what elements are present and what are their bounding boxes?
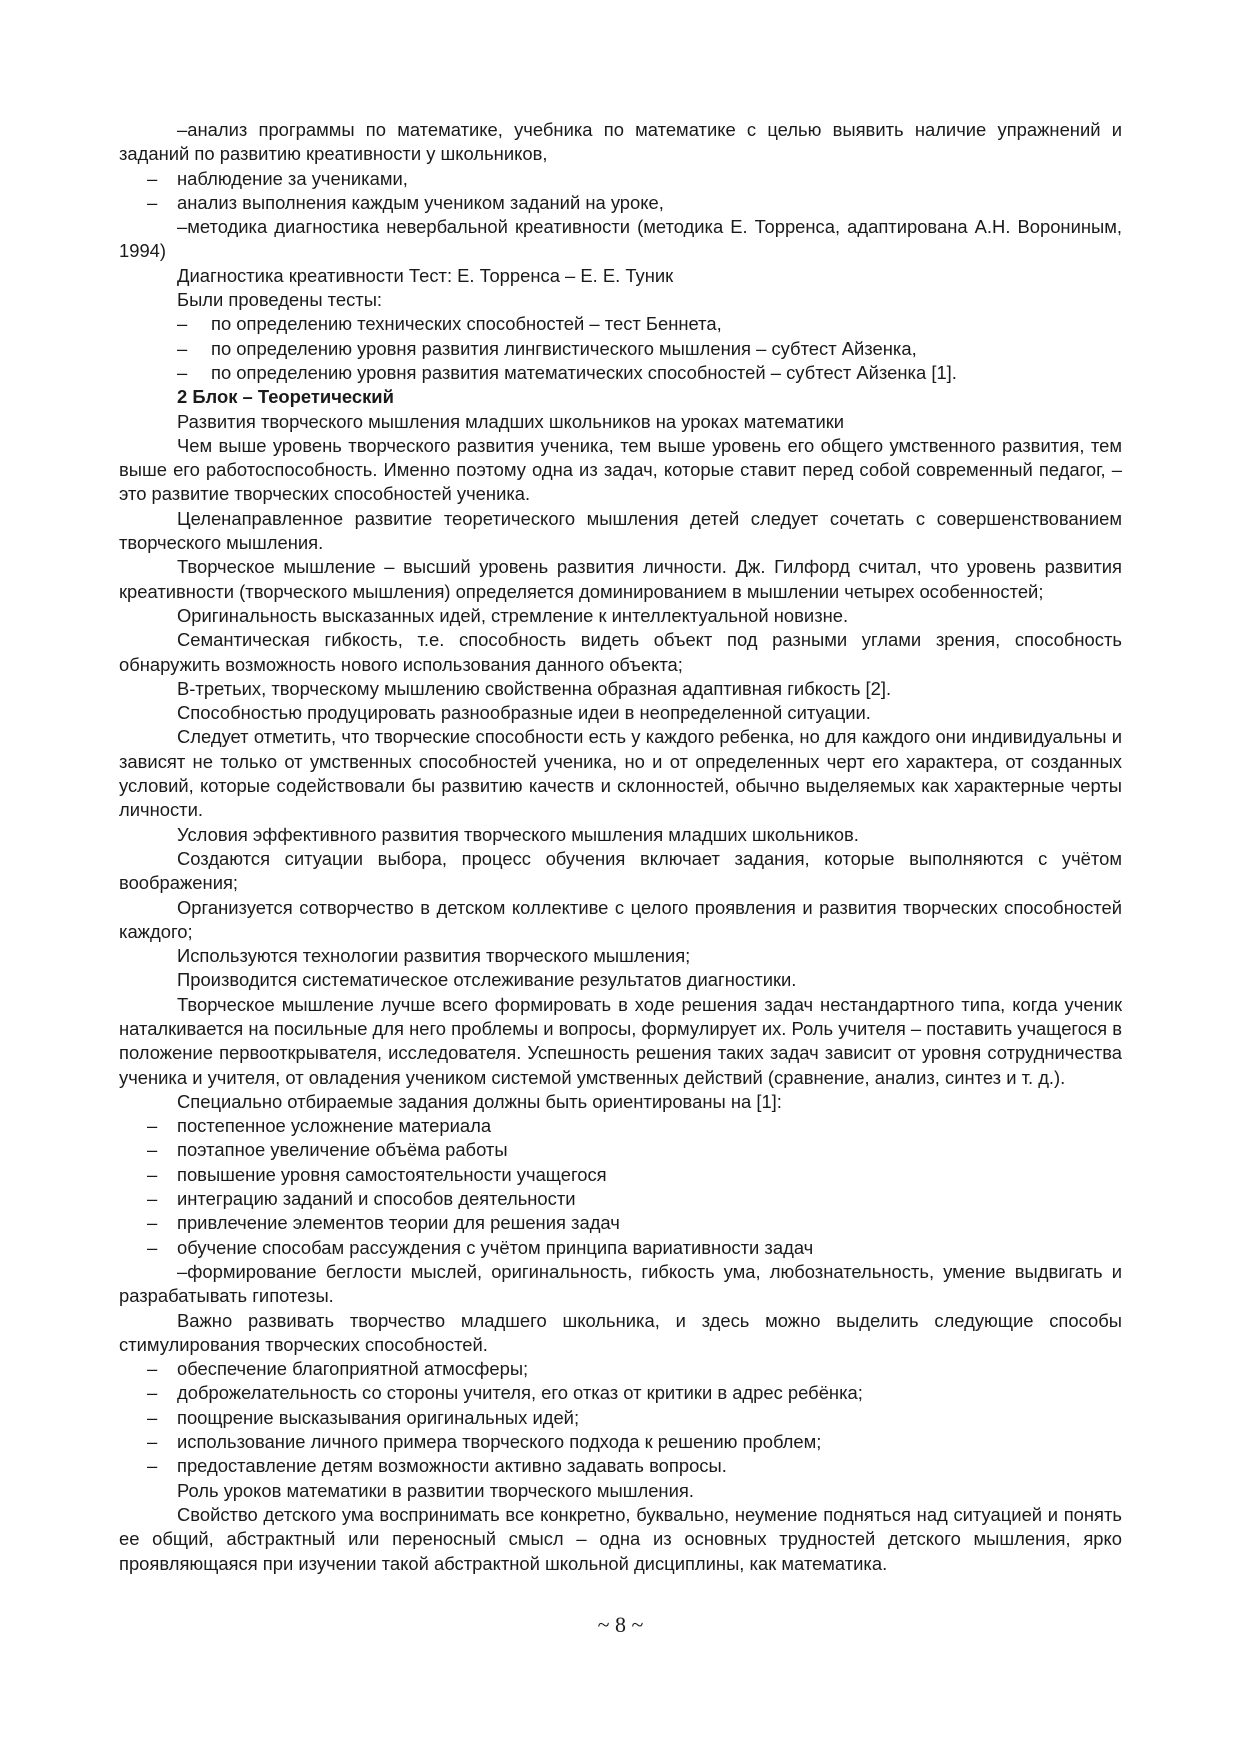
list-item (119, 1187, 1122, 1211)
paragraph-text: формирование беглости мыслей, оригинальность, гибкость ума, любознательность, умение выдвигать и разрабатывать гипотезы. (119, 1260, 1122, 1307)
paragraph-text: доброжелательность со стороны учителя, его отказ от критики в адрес ребёнка; (177, 1382, 863, 1404)
paragraph (119, 288, 1122, 312)
paragraph (119, 628, 1122, 677)
paragraph (119, 1090, 1122, 1114)
paragraph-text: Организуется сотворчество в детском коллективе с целого проявления и развития творческих способностей каждого; (119, 896, 1122, 942)
paragraph-text: 2 Блок – Теоретический (177, 386, 394, 408)
paragraph-text: Роль уроков математики в развитии творческого мышления. (177, 1479, 694, 1501)
paragraph-text: повышение уровня самостоятельности учащегося (177, 1163, 607, 1185)
dash-marker: – (147, 1188, 158, 1210)
paragraph-text: поэтапное увеличение объёма работы (177, 1139, 508, 1161)
dash-marker: – (147, 1139, 158, 1161)
paragraph-text: привлечение элементов теории для решения задач (177, 1212, 620, 1234)
page-body (119, 118, 1122, 1576)
paragraph (119, 968, 1122, 992)
paragraph-text: анализ программы по математике, учебника по математике с целью выявить наличие упражнений и заданий по развитию креативности у школьников, (119, 119, 1122, 165)
paragraph (119, 434, 1122, 507)
dash-marker: – (147, 191, 158, 213)
list-item (119, 1114, 1122, 1138)
paragraph-text: Семантическая гибкость, т.е. способность видеть объект под разными углами зрения, способность обнаружить возможность нового использования данного объекта; (119, 629, 1122, 675)
list-item (119, 1454, 1122, 1478)
paragraph (119, 264, 1122, 288)
paragraph-text: В-третьих, творческому мышлению свойственна образная адаптивная гибкость [2]. (177, 677, 892, 699)
paragraph-text: обучение способам рассуждения с учётом принципа вариативности задач (177, 1236, 814, 1258)
paragraph-text: Производится систематическое отслеживание результатов диагностики. (177, 969, 797, 991)
dash-marker: – (177, 337, 188, 359)
list-item (119, 337, 1122, 361)
dash-marker: – (147, 1115, 158, 1137)
dash-marker: – (147, 1406, 158, 1428)
paragraph-text: постепенное усложнение материала (177, 1115, 492, 1137)
paragraph-text: по определению уровня развития математических способностей – субтест Айзенка [1]. (211, 361, 957, 383)
paragraph-text: методика диагностика невербальной креативности (методика Е. Торренса, адаптирована А.Н. Ворониным, 1994) (119, 216, 1122, 262)
dash-marker: – (177, 119, 188, 140)
paragraph-text: Были проведены тесты: (177, 289, 383, 311)
paragraph-text: Творческое мышление – высший уровень развития личности. Дж. Гилфорд считал, что уровень развития креативности (творческого мышления) определяется доминированием в мышлении четырех особенностей; (119, 556, 1122, 602)
paragraph (119, 944, 1122, 968)
list-item (119, 1430, 1122, 1454)
dash-marker: – (147, 1382, 158, 1404)
paragraph-text: Целенаправленное развитие теоретического мышления детей следует сочетать с совершенствованием творческого мышления. (119, 507, 1122, 554)
list-item (119, 215, 1122, 264)
list-item (119, 167, 1122, 191)
section-heading (119, 385, 1122, 409)
paragraph-text: интеграцию заданий и способов деятельности (177, 1188, 576, 1210)
list-item (119, 1236, 1122, 1260)
paragraph-text: Специально отбираемые задания должны быть ориентированы на [1]: (177, 1090, 782, 1112)
list-item (119, 191, 1122, 215)
paragraph-text: предоставление детям возможности активно задавать вопросы. (177, 1455, 727, 1477)
paragraph-text: Развития творческого мышления младших школьников на уроках математики (177, 410, 845, 432)
paragraph (119, 604, 1122, 628)
paragraph-text: использование личного примера творческого подхода к решению проблем; (177, 1431, 822, 1453)
paragraph-text: Творческое мышление лучше всего формировать в ходе решения задач нестандартного типа, когда ученик наталкивается на посильные для него проблемы и вопросы, формулирует их. Роль учителя – поставить учащегося в положение первооткрывателя, исследователя. Успешность решения таких задач зависит от уровня сотрудничества ученика и учителя, от овладения учеником системой умственных действий (сравнение, анализ, синтез и т. д.). (119, 993, 1122, 1088)
list-item (119, 1138, 1122, 1162)
page-number: ~ 8 ~ (597, 1612, 644, 1637)
list-item (119, 312, 1122, 336)
paragraph (119, 410, 1122, 434)
paragraph-text: обеспечение благоприятной атмосферы; (177, 1358, 529, 1380)
paragraph-text: Следует отметить, что творческие способности есть у каждого ребенка, но для каждого они индивидуальны и зависят не только от умственных способностей ученика, но и от определенных черт его характера, от созданных условий, которые содействовали бы развитию качеств и склонностей, обычно выделяемых как характерные черты личности. (119, 726, 1122, 821)
paragraph (119, 725, 1122, 822)
dash-marker: – (147, 1163, 158, 1185)
paragraph (119, 701, 1122, 725)
paragraph-text: Чем выше уровень творческого развития ученика, тем выше уровень его общего умственного развития, тем выше его работоспособность. Именно поэтому одна из задач, которые ставит перед собой современный педагог, – это развитие творческих способностей ученика. (119, 434, 1122, 505)
dash-marker: – (147, 1236, 158, 1258)
paragraph-text: по определению технических способностей – тест Беннета, (211, 313, 722, 335)
dash-marker: – (177, 313, 188, 335)
paragraph-text: Условия эффективного развития творческого мышления младших школьников. (177, 823, 859, 845)
list-item (119, 1211, 1122, 1235)
paragraph-text: Свойство детского ума воспринимать все конкретно, буквально, неумение подняться над ситуацией и понять ее общий, абстрактный или переносный смысл – одна из основных трудностей детского мышления, ярко проявляющаяся при изучении такой абстрактной школьной дисциплины, как математика. (119, 1503, 1122, 1574)
list-item (119, 1381, 1122, 1405)
paragraph (119, 993, 1122, 1090)
paragraph-text: по определению уровня развития лингвистического мышления – субтест Айзенка, (211, 337, 917, 359)
paragraph (119, 896, 1122, 945)
paragraph (119, 507, 1122, 556)
list-item (119, 361, 1122, 385)
paragraph (119, 1309, 1122, 1358)
paragraph-text: Способностью продуцировать разнообразные идеи в неопределенной ситуации. (177, 702, 871, 724)
dash-marker: – (147, 1431, 158, 1453)
paragraph-text: наблюдение за учениками, (177, 167, 408, 189)
paragraph-text: поощрение высказывания оригинальных идей; (177, 1406, 580, 1428)
paragraph-text: Диагностика креативности Тест: Е. Торренса – Е. Е. Туник (177, 264, 674, 286)
list-item (119, 118, 1122, 167)
dash-marker: – (147, 1212, 158, 1234)
paragraph (119, 1503, 1122, 1576)
paragraph-text: Используются технологии развития творческого мышления; (177, 945, 691, 967)
paragraph (119, 823, 1122, 847)
dash-marker: – (177, 1260, 188, 1282)
dash-marker: – (177, 216, 188, 238)
paragraph-text: анализ выполнения каждым учеником заданий на уроке, (177, 191, 664, 213)
list-item (119, 1163, 1122, 1187)
paragraph-text: Создаются ситуации выбора, процесс обучения включает задания, которые выполняются с учётом воображения; (119, 847, 1122, 894)
dash-marker: – (177, 361, 188, 383)
paragraph (119, 677, 1122, 701)
dash-marker: – (147, 167, 158, 189)
dash-marker: – (147, 1455, 158, 1477)
list-item (119, 1406, 1122, 1430)
paragraph (119, 555, 1122, 604)
list-item (119, 1357, 1122, 1381)
paragraph (119, 847, 1122, 896)
list-item (119, 1260, 1122, 1309)
dash-marker: – (147, 1358, 158, 1380)
paragraph-text: Оригинальность высказанных идей, стремление к интеллектуальной новизне. (177, 604, 849, 626)
paragraph (119, 1479, 1122, 1503)
paragraph-text: Важно развивать творчество младшего школьника, и здесь можно выделить следующие способы стимулирования творческих способностей. (119, 1309, 1122, 1355)
